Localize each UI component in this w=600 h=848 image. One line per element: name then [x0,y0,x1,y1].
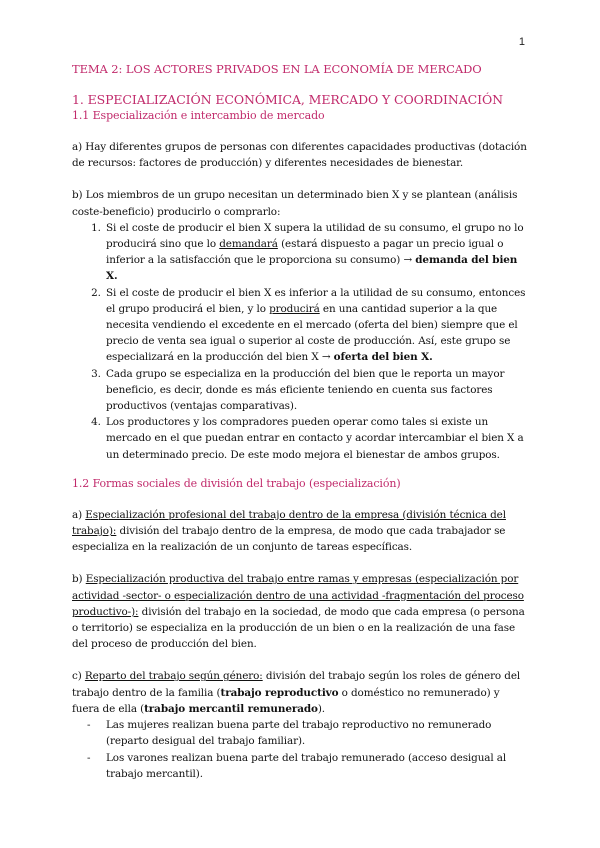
paragraph-2c-bold-2: trabajo mercantil remunerado [144,702,318,715]
list-item-4: 4. Los productores y los compradores pueden operar como tales si existe un mercado en el que puedan entrar en contacto y acordar intercambiar el bien X a un determinado precio. De este modo mejora el bienestar de ambos grupos. [104,414,527,463]
dash-item-2: - Los varones realizan buena parte del trabajo remunerado (acceso desigual al trabajo mercantil). [104,750,527,782]
list-item-3: 3. Cada grupo se especializa en la producción del bien que le reporta un mayor beneficio, es decir, donde es más eficiente teniendo en cuenta sus factores productivos (ventajas comparativas). [104,366,527,415]
item2-text-cont: en una cantidad superior a la que necesita vendiendo el excedente en el mercado (oferta del bien) siempre que el precio de venta sea igual o superior al coste de producción. Así, este grupo se especializará en la producción del bien X → [106,302,518,364]
item2-bold: oferta del bien X. [333,351,433,364]
subsection-heading-1-1: 1.1 Especialización e intercambio de mercado [72,109,325,122]
paragraph-2c-text-3: ). [317,702,326,715]
paragraph-2a [72,507,527,556]
list-item-2 [104,285,527,366]
paragraph-2c-text-1: división del trabajo según los roles de género del trabajo dentro de la familia ( [72,670,521,699]
dash-list [72,717,527,782]
page-content [72,62,527,782]
subsection-heading-1-2: 1.2 Formas sociales de división del trabajo (especialización) [72,476,401,490]
label-c: c) [72,670,85,683]
section-heading: 1. ESPECIALIZACIÓN ECONÓMICA, MERCADO Y COORDINACIÓN [72,92,503,107]
paragraph-2c-text-2: o doméstico no remunerado) y fuera de ella ( [72,686,500,715]
paragraph-2c-bold-1: trabajo reproductivo [220,686,339,699]
paragraph-b: b) Los miembros de un grupo necesitan un determinado bien X y se plantean (análisis coste-beneficio) producirlo o comprarlo: [72,189,518,218]
list-item-1 [104,220,527,285]
item2-underlined: producirá [269,302,320,315]
paragraph-a: a) Hay diferentes grupos de personas con diferentes capacidades productivas (dotación de recursos: factores de producción) y diferentes necesidades de bienestar. [72,141,527,170]
label-b: b) [72,573,86,586]
label-a: a) [72,508,86,521]
item2-text: Si el coste de producir el bien X es inferior a la utilidad de su consumo, entonces el grupo producirá el bien, y lo [106,286,526,315]
paragraph-2b-underlined: Especialización productiva del trabajo entre ramas y empresas (especialización por actividad -sector- o especialización dentro de una actividad -fragmentación del proceso productivo-): [72,573,524,618]
document-title: TEMA 2: LOS ACTORES PRIVADOS EN LA ECONOMÍA DE MERCADO [72,62,482,76]
dash-item-1: - Las mujeres realizan buena parte del trabajo reproductivo no remunerado (reparto desigual del trabajo familiar). [104,717,527,749]
paragraph-2c-underlined: Reparto del trabajo según género: [84,670,263,683]
paragraph-2a-text: división del trabajo dentro de la empresa, de modo que cada trabajador se especializa en la realización de un conjunto de tareas específicas. [72,525,506,554]
item1-text: Si el coste de producir el bien X supera la utilidad de su consumo, el grupo no lo producirá sino que lo [106,221,524,251]
item1-text-cont: (estará dispuesto a pagar un precio igual o inferior a la satisfacción que le proporciona su consumo) → [106,238,504,267]
paragraph-2a-underlined: Especialización profesional del trabajo dentro de la empresa (división técnica del trabajo): [72,508,506,538]
item1-bold: demanda del bien X. [106,254,518,283]
item1-underlined: demandará [219,238,278,251]
numbered-list [72,220,527,463]
paragraph-2b [72,571,527,652]
page-number: 1 [518,36,525,48]
paragraph-2b-text: división del trabajo en la sociedad, de modo que cada empresa (o persona o territorio) se especializa en la producción de un bien o en la realización de una fase del proceso de producción del bien. [72,605,525,651]
paragraph-2c [72,668,527,717]
